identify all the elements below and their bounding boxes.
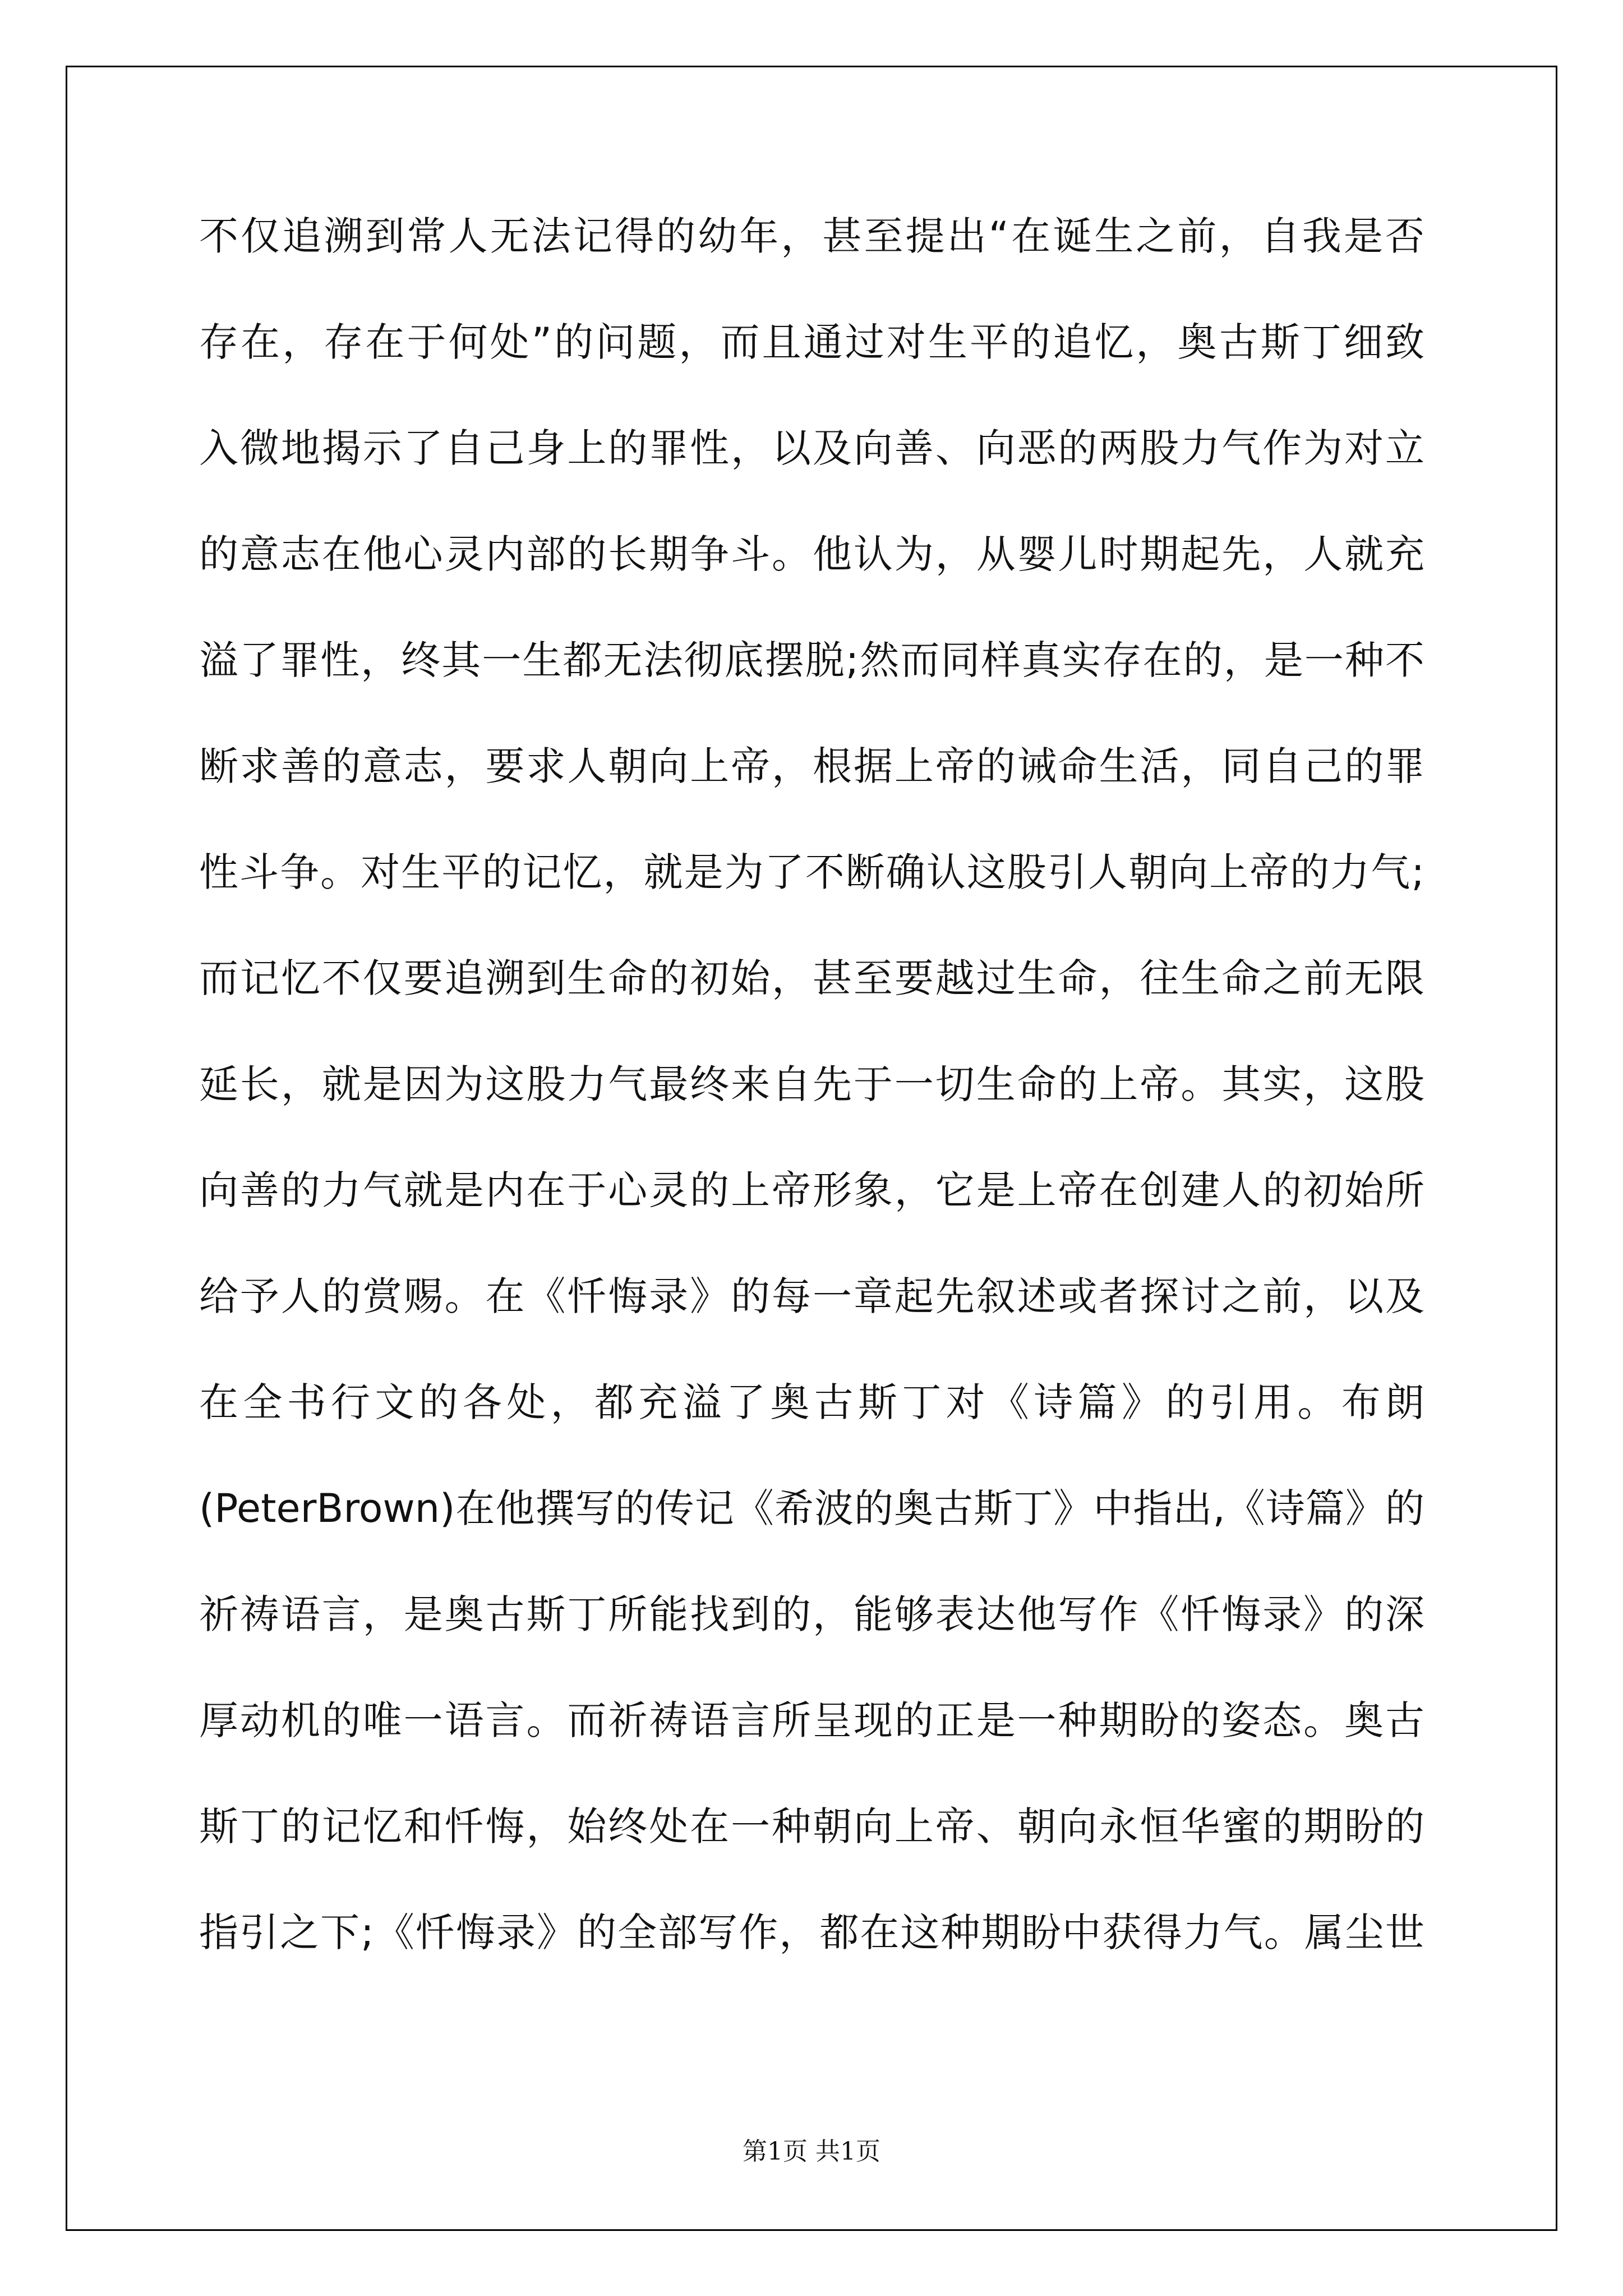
text-line: (PeterBrown)在他撰写的传记《希波的奥古斯丁》中指出,《诗篇》的 [199,1485,1424,1531]
text-line: 祈祷语言，是奥古斯丁所能找到的，能够表达他写作《忏悔录》的深 [199,1591,1424,1637]
text-line: 在全书行文的各处，都充溢了奥古斯丁对《诗篇》的引用。布朗 [199,1379,1424,1425]
text-line: 的意志在他心灵内部的长期争斗。他认为，从婴儿时期起先，人就充 [199,531,1424,577]
page-footer: 第1页 共1页 [743,2137,880,2166]
text-line: 延长，就是因为这股力气最终来自先于一切生命的上帝。其实，这股 [199,1061,1424,1107]
body-text [199,204,1424,2007]
text-line: 性斗争。对生平的记忆，就是为了不断确认这股引人朝向上帝的力气; [199,849,1424,895]
text-line: 存在，存在于何处”的问题，而且通过对生平的追忆，奥古斯丁细致 [199,319,1424,365]
text-line: 给予人的赏赐。在《忏悔录》的每一章起先叙述或者探讨之前，以及 [199,1273,1424,1319]
text-line: 溢了罪性，终其一生都无法彻底摆脱;然而同样真实存在的，是一种不 [199,637,1424,683]
text-line: 斯丁的记忆和忏悔，始终处在一种朝向上帝、朝向永恒华蜜的期盼的 [199,1803,1424,1849]
text-line: 断求善的意志，要求人朝向上帝，根据上帝的诫命生活，同自己的罪 [199,743,1424,789]
text-line: 厚动机的唯一语言。而祈祷语言所呈现的正是一种期盼的姿态。奥古 [199,1697,1424,1743]
text-line: 不仅追溯到常人无法记得的幼年，甚至提出“在诞生之前，自我是否 [199,213,1424,259]
text-line: 入微地揭示了自己身上的罪性，以及向善、向恶的两股力气作为对立 [199,425,1424,471]
text-line: 指引之下;《忏悔录》的全部写作，都在这种期盼中获得力气。属尘世 [199,1910,1424,1955]
text-line: 而记忆不仅要追溯到生命的初始，甚至要越过生命，往生命之前无限 [199,955,1424,1001]
text-line: 向善的力气就是内在于心灵的上帝形象，它是上帝在创建人的初始所 [199,1167,1424,1213]
